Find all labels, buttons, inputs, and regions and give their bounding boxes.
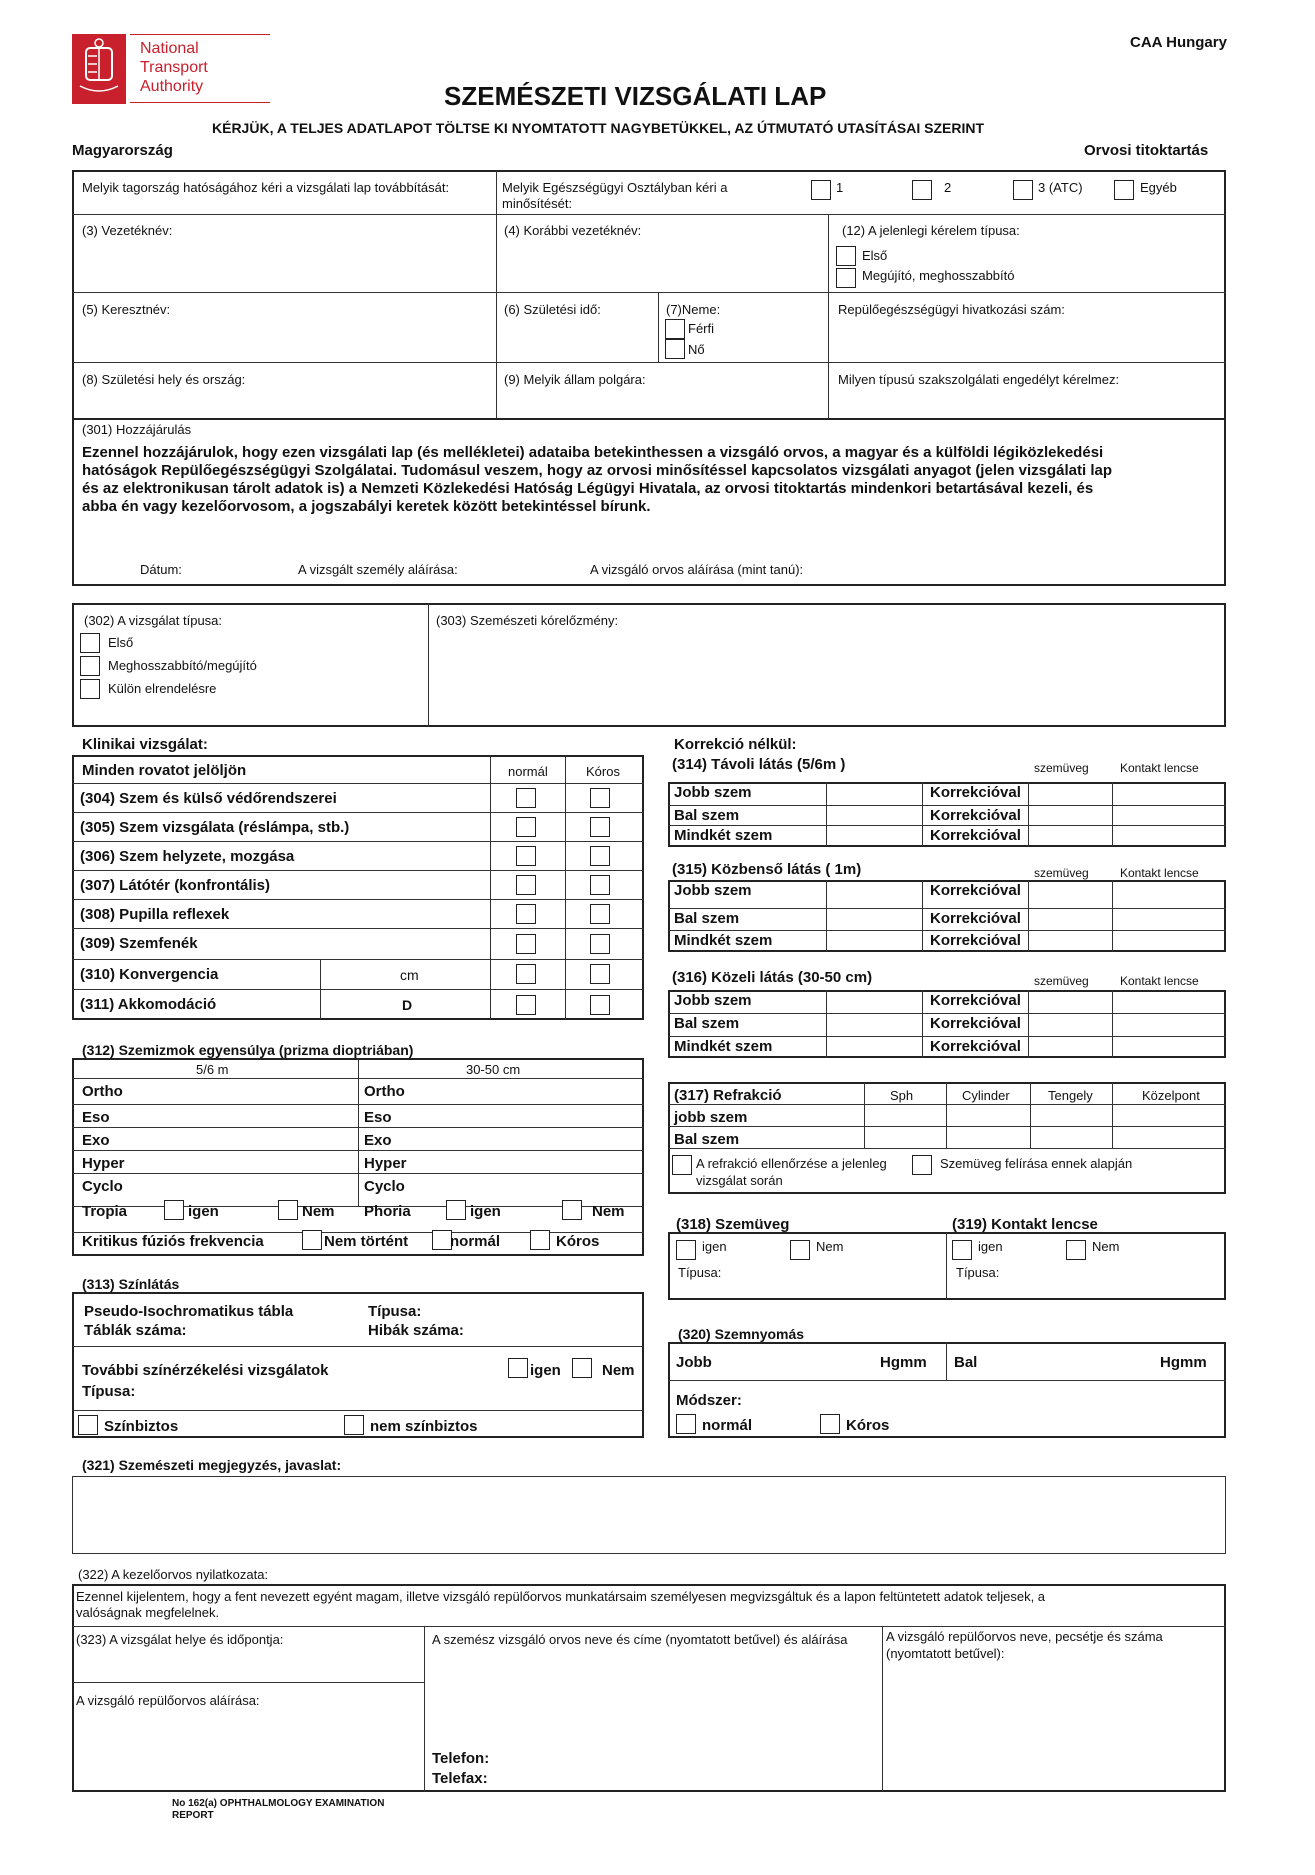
dob-label: (6) Születési idő: [504, 302, 601, 317]
exam-renew-checkbox[interactable] [80, 656, 100, 676]
class-other-label: Egyéb [1140, 180, 1177, 195]
exam-type-title: (302) A vizsgálat típusa: [84, 613, 223, 628]
clinical-row-label: (309) Szemfenék [80, 935, 198, 952]
fax-label: Telefax: [432, 1770, 488, 1787]
balance-far-row-label: Exo [82, 1132, 110, 1149]
clinical-normal-checkbox[interactable] [516, 875, 536, 895]
exam-first-label: Első [108, 635, 134, 650]
acuity-corrected-label: Korrekcióval [930, 784, 1021, 801]
contact-type-label: Típusa: [956, 1265, 1000, 1280]
page-title: SZEMÉSZETI VIZSGÁLATI LAP [444, 81, 827, 111]
pressure-normal-label: normál [702, 1417, 753, 1434]
consent-line-1: Ezennel hozzájárulok, hogy ezen vizsgálati lap (és mellékletei) adataiba betekinthessen a vizsgáló orvos, a magyar és a külföldi légiközlekedési [82, 444, 1104, 461]
logo-line-3: Authority [140, 78, 204, 95]
clinical-title: Klinikai vizsgálat: [82, 736, 208, 753]
male-checkbox[interactable] [665, 319, 685, 339]
tropia-no-label: Nem [302, 1203, 335, 1220]
clinical-abnormal-checkbox[interactable] [590, 788, 610, 808]
form-number-line-1: No 162(a) OPHTHALMOLOGY EXAMINATION [172, 1798, 385, 1809]
declaration-line-2: valóságnak megfelelnek. [76, 1605, 220, 1620]
near-distance-header: 30-50 cm [466, 1062, 521, 1077]
clinical-row-label: (304) Szem és külső védőrendszerei [80, 790, 337, 807]
clinical-normal-checkbox[interactable] [516, 846, 536, 866]
acuity-corrected-label: Korrekcióval [930, 827, 1021, 844]
logo-line-1: National [140, 40, 199, 57]
clinical-row-label: (305) Szem vizsgálata (réslámpa, stb.) [80, 819, 350, 836]
exam-first-checkbox[interactable] [80, 633, 100, 653]
declaration-title: (322) A kezelőorvos nyilatkozata: [78, 1567, 269, 1582]
sex-label: (7)Neme: [666, 302, 721, 317]
consent-person-signature-label: A vizsgált személy aláírása: [298, 562, 458, 577]
refraction-check-line1: A refrakció ellenőrzése a jelenleg [696, 1156, 887, 1171]
application-first-checkbox[interactable] [836, 246, 856, 266]
clinical-row-label: (306) Szem helyzete, mozgása [80, 848, 295, 865]
cff-normal-label: normál [450, 1233, 501, 1250]
refraction-right-eye: jobb szem [674, 1109, 748, 1126]
refraction-left-eye: Bal szem [674, 1131, 740, 1148]
further-yes-label: igen [530, 1362, 561, 1379]
birthplace-label: (8) Születési hely és ország: [82, 372, 246, 387]
class-other-checkbox[interactable] [1114, 180, 1134, 200]
exam-place-date-label: (323) A vizsgálat helye és időpontja: [76, 1632, 284, 1647]
firstname-label: (5) Keresztnév: [82, 302, 171, 317]
refraction-col-cylinder: Cylinder [962, 1088, 1010, 1103]
contact-no-label: Nem [1092, 1239, 1120, 1254]
acuity-specs-header: szemüveg [1034, 974, 1089, 988]
errors-count-label: Hibák száma: [368, 1322, 464, 1339]
clinical-abnormal-checkbox[interactable] [590, 904, 610, 924]
glasses-table [668, 1232, 1226, 1300]
female-checkbox[interactable] [665, 339, 685, 359]
consent-doctor-signature-label: A vizsgáló orvos aláírása (mint tanú): [590, 562, 804, 577]
acuity-contact-header: Kontakt lencse [1120, 974, 1199, 988]
ame-signature-label: A vizsgáló repülőorvos aláírása: [76, 1693, 260, 1708]
clinical-abnormal-checkbox[interactable] [590, 846, 610, 866]
pressure-left-label: Bal [954, 1354, 978, 1371]
class-3-label: 3 (ATC) [1038, 180, 1083, 195]
application-type-label: (12) A jelenlegi kérelem típusa: [842, 223, 1020, 238]
acuity-row-label: Jobb szem [674, 882, 752, 899]
form-number-line-2: REPORT [172, 1810, 214, 1821]
acuity-specs-header: szemüveg [1034, 866, 1089, 880]
color-vision-title: (313) Színlátás [82, 1276, 180, 1292]
acuity-corrected-label: Korrekcióval [930, 932, 1021, 949]
phoria-label: Phoria [364, 1203, 411, 1220]
glasses-title: (318) Szemüveg [676, 1216, 790, 1233]
citizenship-label: (9) Melyik állam polgára: [504, 372, 646, 387]
clinical-subtitle: Minden rovatot jelöljön [82, 762, 247, 779]
clinical-row-label: (307) Látótér (konfrontális) [80, 877, 271, 894]
balance-near-row-label: Hyper [364, 1155, 407, 1172]
glasses-type-label: Típusa: [678, 1265, 722, 1280]
clinical-row-label: (308) Pupilla reflexek [80, 906, 230, 923]
declaration-line-1: Ezennel kijelentem, hogy a fent nevezett egyént magam, illetve vizsgáló repülőorvos munkatársaim személyesen megvizsgáltuk és a lapon feltüntetett adatok teljesek, a [76, 1589, 1046, 1604]
color-unsafe-label: nem színbiztos [370, 1418, 478, 1435]
acuity-far-title: (314) Távoli látás (5/6m ) [672, 756, 846, 773]
acuity-row-label: Mindkét szem [674, 932, 773, 949]
refraction-check-line2: vizsgálat során [696, 1173, 783, 1188]
confidential-label: Orvosi titoktartás [1084, 142, 1209, 159]
glasses-yes-label: igen [702, 1239, 727, 1254]
color-safe-label: Színbiztos [104, 1418, 179, 1435]
acuity-corrected-label: Korrekcióval [930, 807, 1021, 824]
plates-count-label: Táblák száma: [84, 1322, 187, 1339]
consent-title: (301) Hozzájárulás [82, 422, 192, 437]
clinical-normal-checkbox[interactable] [516, 995, 536, 1015]
ame-name-label-2: (nyomtatott betűvel): [886, 1646, 1005, 1661]
pressure-normal-checkbox[interactable] [676, 1414, 696, 1434]
licence-type-label: Milyen típusú szakszolgálati engedélyt kérelmez: [838, 372, 1120, 387]
plates-type-label: Típusa: [368, 1303, 422, 1320]
abnormal-column-header: Kóros [586, 764, 620, 779]
color-safe-checkbox[interactable] [78, 1415, 98, 1435]
logo-line-2: Transport [140, 59, 208, 76]
cff-not-done-label: Nem történt [324, 1233, 409, 1250]
cff-abnormal-checkbox[interactable] [530, 1230, 550, 1250]
balance-far-row-label: Cyclo [82, 1178, 123, 1195]
color-unsafe-checkbox[interactable] [344, 1415, 364, 1435]
balance-near-row-label: Ortho [364, 1083, 405, 1100]
eye-history-label: (303) Szemészeti kórelőzmény: [436, 613, 619, 628]
clinical-normal-checkbox[interactable] [516, 817, 536, 837]
cff-label: Kritikus fúziós frekvencia [82, 1233, 264, 1250]
refraction-title: (317) Refrakció [674, 1087, 782, 1104]
cff-not-done-checkbox[interactable] [302, 1230, 322, 1250]
phoria-yes-checkbox[interactable] [446, 1200, 466, 1220]
class-1-checkbox[interactable] [811, 180, 831, 200]
pressure-abnormal-checkbox[interactable] [820, 1414, 840, 1434]
previous-surname-label: (4) Korábbi vezetéknév: [504, 223, 642, 238]
male-label: Férfi [688, 321, 714, 336]
authority-logo [72, 34, 272, 106]
consent-line-4: abba én vagy kezelőorvosom, a jogszabályi keretek között betekintéssel bírunk. [82, 498, 651, 515]
remarks-title: (321) Szemészeti megjegyzés, javaslat: [82, 1457, 342, 1473]
clinical-abnormal-checkbox[interactable] [590, 875, 610, 895]
class-question-line1: Melyik Egészségügyi Osztályban kéri a [502, 180, 728, 195]
acuity-contact-header: Kontakt lencse [1120, 761, 1199, 775]
acuity-row-label: Mindkét szem [674, 827, 773, 844]
clinical-normal-checkbox[interactable] [516, 964, 536, 984]
female-label: Nő [688, 342, 705, 357]
acuity-row-label: Bal szem [674, 1015, 740, 1032]
class-1-label: 1 [836, 180, 844, 195]
acuity-corrected-label: Korrekcióval [930, 1038, 1021, 1055]
specs-prescription-label: Szemüveg felírása ennek alapján [940, 1156, 1133, 1171]
balance-near-row-label: Exo [364, 1132, 392, 1149]
refraction-col-near-point: Közelpont [1142, 1088, 1200, 1103]
acuity-specs-header: szemüveg [1034, 761, 1089, 775]
further-no-checkbox[interactable] [572, 1358, 592, 1378]
clinical-normal-checkbox[interactable] [516, 934, 536, 954]
acuity-corrected-label: Korrekcióval [930, 992, 1021, 1009]
acuity-near-title: (316) Közeli látás (30-50 cm) [672, 969, 873, 986]
clinical-abnormal-checkbox[interactable] [590, 964, 610, 984]
page-subtitle: KÉRJÜK, A TELJES ADATLAPOT TÖLTSE KI NYOMTATOTT NAGYBETÜKKEL, AZ ÚTMUTATÓ UTASÍTÁSAI SZERINT [212, 120, 985, 136]
exam-special-checkbox[interactable] [80, 679, 100, 699]
phoria-no-label: Nem [592, 1203, 625, 1220]
far-distance-header: 5/6 m [196, 1062, 229, 1077]
refraction-col-sph: Sph [890, 1088, 914, 1103]
acuity-row-label: Mindkét szem [674, 1038, 773, 1055]
acuity-mid-title: (315) Közbenső látás ( 1m) [672, 861, 862, 878]
tropia-yes-checkbox[interactable] [164, 1200, 184, 1220]
no-correction-label: Korrekció nélkül: [674, 736, 797, 753]
clinical-row-label: (311) Akkomodáció [80, 996, 217, 1013]
cff-abnormal-label: Kóros [556, 1233, 600, 1250]
pressure-abnormal-label: Kóros [846, 1417, 890, 1434]
class-2-label: 2 [944, 180, 952, 195]
further-tests-type-label: Típusa: [82, 1383, 136, 1400]
clinical-abnormal-checkbox[interactable] [590, 995, 610, 1015]
ame-name-label-1: A vizsgáló repülőorvos neve, pecsétje és száma [886, 1629, 1163, 1644]
accommodation-unit: D [402, 997, 413, 1013]
surname-label: (3) Vezetéknév: [82, 223, 173, 238]
refraction-col-axis: Tengely [1048, 1088, 1093, 1103]
country-label: Magyarország [72, 142, 173, 159]
consent-line-3: és az elektronikusan tárolt adatok is) a Nemzeti Közlekedési Hatóság Légügyi Hivatala, az orvosi titoktartás mindenkori betartásával kezeli, és [82, 480, 1094, 497]
application-first-label: Első [862, 248, 888, 263]
acuity-contact-header: Kontakt lencse [1120, 866, 1199, 880]
balance-far-row-label: Hyper [82, 1155, 125, 1172]
further-no-label: Nem [602, 1362, 635, 1379]
pressure-right-label: Jobb [676, 1354, 712, 1371]
glasses-no-checkbox[interactable] [790, 1240, 810, 1260]
convergence-unit: cm [400, 967, 419, 983]
phoria-yes-label: igen [470, 1203, 501, 1220]
pressure-method-label: Módszer: [676, 1392, 742, 1409]
pressure-right-unit: Hgmm [880, 1354, 927, 1371]
refraction-check-checkbox[interactable] [672, 1155, 692, 1175]
application-renew-label: Megújító, meghosszabbító [862, 268, 1015, 283]
contact-title: (319) Kontakt lencse [952, 1216, 1098, 1233]
consent-line-2: hatóságok Repülőegészségügyi Szolgálatai. Tudomásul veszem, hogy az orvosi minősítéssel kapcsolatos vizsgálati anyagot (jelen vizsgálati lap [82, 462, 1113, 479]
balance-far-row-label: Eso [82, 1109, 110, 1126]
ophthalmologist-label: A szemész vizsgáló orvos neve és címe (nyomtatott betűvel) és aláírása [432, 1632, 848, 1647]
phone-label: Telefon: [432, 1750, 490, 1767]
tropia-label: Tropia [82, 1203, 128, 1220]
coat-of-arms-icon [72, 34, 126, 104]
class-2-checkbox[interactable] [912, 180, 932, 200]
balance-near-row-label: Cyclo [364, 1178, 405, 1195]
clinical-abnormal-checkbox[interactable] [590, 934, 610, 954]
class-question-line2: minősítését: [502, 196, 573, 211]
muscle-balance-title: (312) Szemizmok egyensúlya (prizma dioptriában) [82, 1042, 414, 1058]
acuity-row-label: Bal szem [674, 910, 740, 927]
exam-renew-label: Meghosszabbító/megújító [108, 658, 257, 673]
phoria-no-checkbox[interactable] [562, 1200, 582, 1220]
clinical-abnormal-checkbox[interactable] [590, 817, 610, 837]
pressure-title: (320) Szemnyomás [678, 1326, 805, 1342]
further-tests-label: További színérzékelési vizsgálatok [82, 1362, 329, 1379]
acuity-row-label: Bal szem [674, 807, 740, 824]
remarks-field[interactable] [72, 1476, 1226, 1554]
pressure-left-unit: Hgmm [1160, 1354, 1207, 1371]
declaration-section [72, 1584, 1226, 1792]
application-renew-checkbox[interactable] [836, 268, 856, 288]
tropia-no-checkbox[interactable] [278, 1200, 298, 1220]
glasses-yes-checkbox[interactable] [676, 1240, 696, 1260]
specs-prescription-checkbox[interactable] [912, 1155, 932, 1175]
contact-no-checkbox[interactable] [1066, 1240, 1086, 1260]
further-yes-checkbox[interactable] [508, 1358, 528, 1378]
authority-question: Melyik tagország hatóságához kéri a vizsgálati lap továbbítását: [82, 180, 450, 195]
normal-column-header: normál [508, 764, 548, 779]
acuity-row-label: Jobb szem [674, 992, 752, 1009]
caa-label: CAA Hungary [1130, 34, 1227, 51]
clinical-normal-checkbox[interactable] [516, 788, 536, 808]
acuity-corrected-label: Korrekcióval [930, 910, 1021, 927]
acuity-corrected-label: Korrekcióval [930, 1015, 1021, 1032]
glasses-no-label: Nem [816, 1239, 844, 1254]
pseudo-isochromatic-label: Pseudo-Isochromatikus tábla [84, 1303, 294, 1320]
tropia-yes-label: igen [188, 1203, 219, 1220]
cff-normal-checkbox[interactable] [432, 1230, 452, 1250]
contact-yes-label: igen [978, 1239, 1003, 1254]
exam-special-label: Külön elrendelésre [108, 681, 217, 696]
reference-number-label: Repülőegészségügyi hivatkozási szám: [838, 302, 1065, 317]
clinical-normal-checkbox[interactable] [516, 904, 536, 924]
clinical-row-label: (310) Konvergencia [80, 966, 219, 983]
acuity-row-label: Jobb szem [674, 784, 752, 801]
contact-yes-checkbox[interactable] [952, 1240, 972, 1260]
consent-date-label: Dátum: [140, 562, 182, 577]
acuity-corrected-label: Korrekcióval [930, 882, 1021, 899]
balance-near-row-label: Eso [364, 1109, 392, 1126]
class-3-checkbox[interactable] [1013, 180, 1033, 200]
balance-far-row-label: Ortho [82, 1083, 123, 1100]
